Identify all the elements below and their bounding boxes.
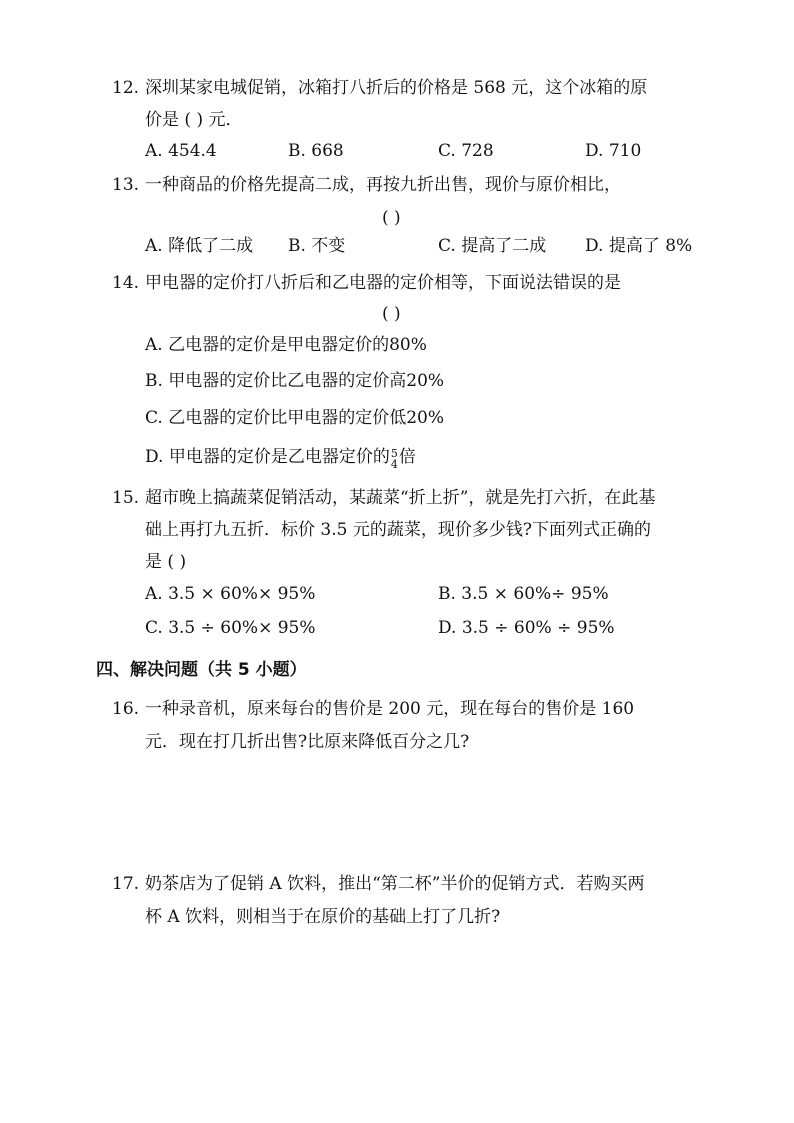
question-number: 17. [112, 874, 140, 894]
fraction-numerator: 5 [390, 447, 398, 460]
answer-blank: ( ) [382, 208, 401, 228]
question-text-line: 深圳某家电城促销，冰箱打八折后的价格是 568 元，这个冰箱的原 [145, 78, 648, 98]
question-text-line: 一种商品的价格先提高二成，再按九折出售，现价与原价相比， [145, 175, 621, 195]
option-b: B. 甲电器的定价比乙电器的定价高20% [145, 371, 445, 391]
option-b: B. 668 [288, 141, 344, 161]
option-a: A. 乙电器的定价是甲电器定价的80% [145, 335, 427, 355]
question-number: 15. [112, 488, 140, 508]
option-c: C. 乙电器的定价比甲电器的定价低20% [145, 408, 444, 428]
option-d: D. 提高了 8% [585, 236, 693, 256]
question-text-line: 一种录音机，原来每台的售价是 200 元，现在每台的售价是 160 [145, 699, 635, 719]
option-b: B. 不变 [288, 236, 346, 256]
question-text-line: 是 ( ) [145, 552, 187, 572]
question-text-line: 础上再打九五折．标价 3.5 元的蔬菜，现价多少钱?下面列式正确的 [145, 520, 651, 540]
question-text-line: 超市晚上搞蔬菜促销活动，某蔬菜“折上折”，就是先打六折，在此基 [145, 488, 656, 508]
option-d-suffix: 倍 [398, 447, 416, 467]
question-text-line: 奶茶店为了促销 A 饮料，推出“第二杯”半价的促销方式．若购买两 [145, 874, 645, 894]
question-number: 12. [112, 78, 140, 98]
option-d: D. 3.5 ÷ 60% ÷ 95% [438, 618, 615, 638]
question-number: 16. [112, 699, 140, 719]
answer-blank: ( ) [382, 304, 401, 324]
option-a: A. 降低了二成 [145, 236, 254, 256]
fraction [391, 448, 398, 470]
question-text-line: 元．现在打几折出售?比原来降低百分之几? [145, 732, 470, 752]
option-c: C. 3.5 ÷ 60%× 95% [145, 618, 316, 638]
option-d-text: D. 甲电器的定价是乙电器定价的 [145, 447, 390, 467]
option-d [145, 448, 416, 470]
fraction-denominator: 4 [390, 458, 398, 471]
question-text-line: 杯 A 饮料，则相当于在原价的基础上打了几折? [145, 907, 501, 927]
option-a: A. 3.5 × 60%× 95% [145, 584, 316, 604]
question-text-line: 价是 ( ) 元． [145, 110, 243, 130]
option-c: C. 提高了二成 [438, 236, 547, 256]
option-a: A. 454.4 [145, 141, 217, 161]
question-number: 13. [112, 175, 140, 195]
option-c: C. 728 [438, 141, 494, 161]
question-text-line: 甲电器的定价打八折后和乙电器的定价相等，下面说法错误的是 [145, 273, 621, 293]
section-heading: 四、解决问题（共 5 小题） [96, 660, 307, 680]
option-d: D. 710 [585, 141, 642, 161]
question-number: 14. [112, 273, 140, 293]
option-b: B. 3.5 × 60%÷ 95% [438, 584, 609, 604]
